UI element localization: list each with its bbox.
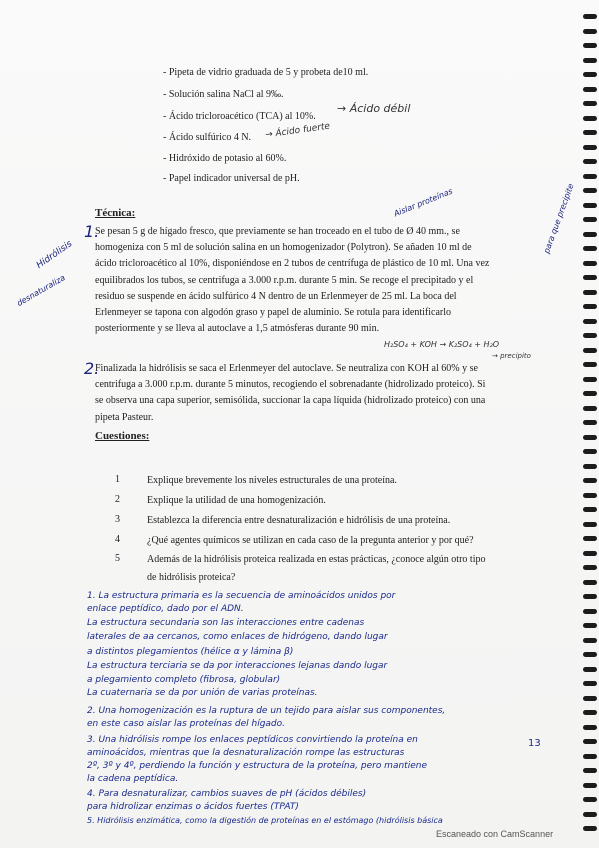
spiral-ring bbox=[583, 130, 597, 135]
spiral-ring bbox=[583, 783, 597, 788]
answer-line: La cuaternaria se da por unión de varias proteínas. bbox=[87, 688, 318, 698]
note-aislar-proteinas: Aislar proteínas bbox=[392, 186, 454, 219]
spiral-binding bbox=[579, 0, 599, 848]
question-number: 2 bbox=[115, 494, 120, 505]
spiral-ring bbox=[583, 420, 597, 425]
spiral-ring bbox=[583, 333, 597, 338]
material-item: - Ácido sulfúrico 4 N. bbox=[163, 131, 251, 145]
answer-line: aminoácidos, mientras que la desnaturalización rompe las estructuras bbox=[87, 748, 405, 758]
question-number: 5 bbox=[115, 553, 120, 564]
answer-line: 1. La estructura primaria es la secuencia de aminoácidos unidos por bbox=[87, 591, 396, 601]
question-text: ¿Qué agentes químicos se utilizan en cada caso de la pregunta anterior y por qué? bbox=[147, 535, 474, 546]
spiral-ring bbox=[583, 754, 597, 759]
note-precipito: → precipito bbox=[492, 352, 531, 360]
tecnica-paragraph-1 bbox=[95, 224, 555, 337]
spiral-ring bbox=[583, 565, 597, 570]
text-line: posteriormente y se lleva al autoclave a 1,5 atmósferas durante 90 min. bbox=[95, 323, 380, 335]
spiral-ring bbox=[583, 435, 597, 440]
spiral-ring bbox=[583, 87, 597, 92]
spiral-ring bbox=[583, 812, 597, 817]
spiral-ring bbox=[583, 377, 597, 382]
material-item: - Pipeta de vidrio graduada de 5 y probeta de10 ml. bbox=[163, 66, 368, 80]
question-text: Establezca la diferencia entre desnaturalización e hidrólisis de una proteína. bbox=[147, 515, 451, 526]
spiral-ring bbox=[583, 638, 597, 643]
spiral-ring bbox=[583, 116, 597, 121]
note-para-que-precipite: para que precipite bbox=[541, 182, 576, 255]
material-item: - Solución salina NaCl al 9‰. bbox=[163, 88, 284, 102]
spiral-ring bbox=[583, 203, 597, 208]
spiral-ring bbox=[583, 246, 597, 251]
question-text: Además de la hidrólisis proteica realizada en estas prácticas, ¿conoce algún otro tipo bbox=[147, 554, 486, 565]
scanner-watermark: Escaneado con CamScanner bbox=[436, 829, 554, 839]
text-line: residuo se suspende en ácido sulfúrico 4 N dentro de un Erlenmeyer de 25 ml. La boca del bbox=[95, 290, 457, 302]
spiral-ring bbox=[583, 406, 597, 411]
question-number: 3 bbox=[115, 514, 120, 525]
paragraph-number: 2. bbox=[84, 359, 100, 378]
spiral-ring bbox=[583, 478, 597, 483]
spiral-ring bbox=[583, 348, 597, 353]
question-number: 1 bbox=[115, 474, 120, 485]
text-line: Finalizada la hidrólisis se saca el Erlenmeyer del autoclave. Se neutraliza con KOH al 60% y se bbox=[95, 363, 478, 374]
tecnica-paragraph-2 bbox=[95, 361, 555, 426]
answer-line: 5. Hidrólisis enzimática, como la digestión de proteínas en el estómago (hidrólisis básica bbox=[87, 816, 443, 825]
note-reaction: H₂SO₄ + KOH → K₂SO₄ + H₂O bbox=[384, 340, 500, 349]
spiral-ring bbox=[583, 275, 597, 280]
answer-line: 2. Una homogenización es la ruptura de un tejido para aislar sus componentes, bbox=[87, 706, 446, 716]
spiral-ring bbox=[583, 580, 597, 585]
spiral-ring bbox=[583, 667, 597, 672]
text-line: homogeniza con 5 ml de solución salina en un homogenizador (Polytron). Se añaden 10 ml de bbox=[95, 242, 472, 254]
spiral-ring bbox=[583, 826, 597, 831]
spiral-ring bbox=[583, 58, 597, 63]
material-item: - Papel indicador universal de pH. bbox=[163, 172, 300, 186]
spiral-ring bbox=[583, 43, 597, 48]
spiral-ring bbox=[583, 594, 597, 599]
spiral-ring bbox=[583, 464, 597, 469]
spiral-ring bbox=[583, 145, 597, 150]
note-acido-fuerte: → Ácido fuerte bbox=[264, 121, 331, 141]
spiral-ring bbox=[583, 319, 597, 324]
material-item: - Ácido tricloroacético (TCA) al 10%. bbox=[163, 110, 316, 124]
spiral-ring bbox=[583, 725, 597, 730]
question-number: 4 bbox=[115, 534, 120, 545]
question-text: Explique la utilidad de una homogenización. bbox=[147, 495, 326, 506]
text-line: ácido tricloroacético al 10%, disponiéndose en 2 tubos de centrífuga de plástico de 10 ml. Una vez bbox=[95, 258, 490, 270]
answer-line: La estructura secundaria son las interacciones entre cadenas bbox=[87, 618, 365, 628]
spiral-ring bbox=[583, 449, 597, 454]
answer-line: la cadena peptídica. bbox=[87, 774, 179, 784]
spiral-ring bbox=[583, 72, 597, 77]
spiral-ring bbox=[583, 188, 597, 193]
spiral-ring bbox=[583, 768, 597, 773]
spiral-ring bbox=[583, 391, 597, 396]
text-line: equilibrados los tubos, se centrifuga a 3.000 r.p.m. durante 5 min. Se recoge el precipitado y el bbox=[95, 274, 474, 286]
text-line: centrifuga a 3.000 r.p.m. durante 5 minutos, recogiendo el sobrenadante (hidrolizado proteico). Si bbox=[95, 379, 486, 391]
spiral-ring bbox=[583, 536, 597, 541]
cuestiones-heading: Cuestiones: bbox=[95, 430, 150, 442]
answer-line: 2º, 3º y 4º, perdiendo la función y estructura de la proteína, pero mantiene bbox=[87, 761, 427, 771]
answer-line: 4. Para desnaturalizar, cambios suaves de pH (ácidos débiles) bbox=[87, 789, 367, 799]
text-line: se observa una capa superior, semisólida, succionar la capa líquida (hidrolizado proteico) con una bbox=[95, 395, 486, 407]
answer-line: 3. Una hidrólisis rompe los enlaces peptídicos convirtiendo la proteína en bbox=[87, 735, 418, 745]
spiral-ring bbox=[583, 232, 597, 237]
spiral-ring bbox=[583, 623, 597, 628]
spiral-ring bbox=[583, 14, 597, 19]
note-acido-debil: → Ácido débil bbox=[337, 102, 411, 115]
spiral-ring bbox=[583, 217, 597, 222]
spiral-ring bbox=[583, 696, 597, 701]
material-item: - Hidróxido de potasio al 60%. bbox=[163, 152, 286, 166]
spiral-ring bbox=[583, 362, 597, 367]
note-desnaturaliza: desnaturaliza bbox=[15, 273, 67, 308]
spiral-ring bbox=[583, 304, 597, 309]
spiral-ring bbox=[583, 522, 597, 527]
spiral-ring bbox=[583, 710, 597, 715]
spiral-ring bbox=[583, 797, 597, 802]
text-line: Erlenmeyer se tapona con algodón graso y papel de aluminio. Se rotula para identificarlo bbox=[95, 307, 451, 319]
spiral-ring bbox=[583, 174, 597, 179]
question-text: Explique brevemente los niveles estructurales de una proteína. bbox=[147, 475, 397, 486]
answer-line: enlace peptídico, dado por el ADN. bbox=[87, 604, 244, 614]
spiral-ring bbox=[583, 290, 597, 295]
spiral-ring bbox=[583, 159, 597, 164]
spiral-ring bbox=[583, 551, 597, 556]
spiral-ring bbox=[583, 652, 597, 657]
spiral-ring bbox=[583, 507, 597, 512]
answer-line: La estructura terciaria se da por interacciones lejanas dando lugar bbox=[87, 661, 388, 671]
spiral-ring bbox=[583, 101, 597, 106]
spiral-ring bbox=[583, 29, 597, 34]
answer-line: a plegamiento completo (fibrosa, globular) bbox=[87, 675, 281, 685]
spiral-ring bbox=[583, 261, 597, 266]
note-hidrolisis: Hidrólisis bbox=[34, 239, 75, 271]
answer-line: para hidrolizar enzimas o ácidos fuertes (TPAT) bbox=[87, 802, 299, 812]
spiral-ring bbox=[583, 681, 597, 686]
question-text: de hidrólisis proteica? bbox=[147, 572, 236, 583]
spiral-ring bbox=[583, 739, 597, 744]
answer-line: a distintos plegamientos (hélice α y lámina β) bbox=[87, 647, 294, 657]
text-line: Se pesan 5 g de hígado fresco, que previamente se han troceado en el tubo de Ø 40 mm., se bbox=[95, 226, 460, 237]
text-line: pipeta Pasteur. bbox=[95, 411, 154, 423]
spiral-ring bbox=[583, 609, 597, 614]
tecnica-heading: Técnica: bbox=[95, 207, 136, 219]
page-number: 13 bbox=[528, 738, 541, 749]
paragraph-number: 1. bbox=[84, 222, 100, 241]
spiral-ring bbox=[583, 493, 597, 498]
answer-line: en este caso aislar las proteínas del hígado. bbox=[87, 719, 285, 729]
answer-line: laterales de aa cercanos, como enlaces de hidrógeno, dando lugar bbox=[87, 632, 388, 642]
